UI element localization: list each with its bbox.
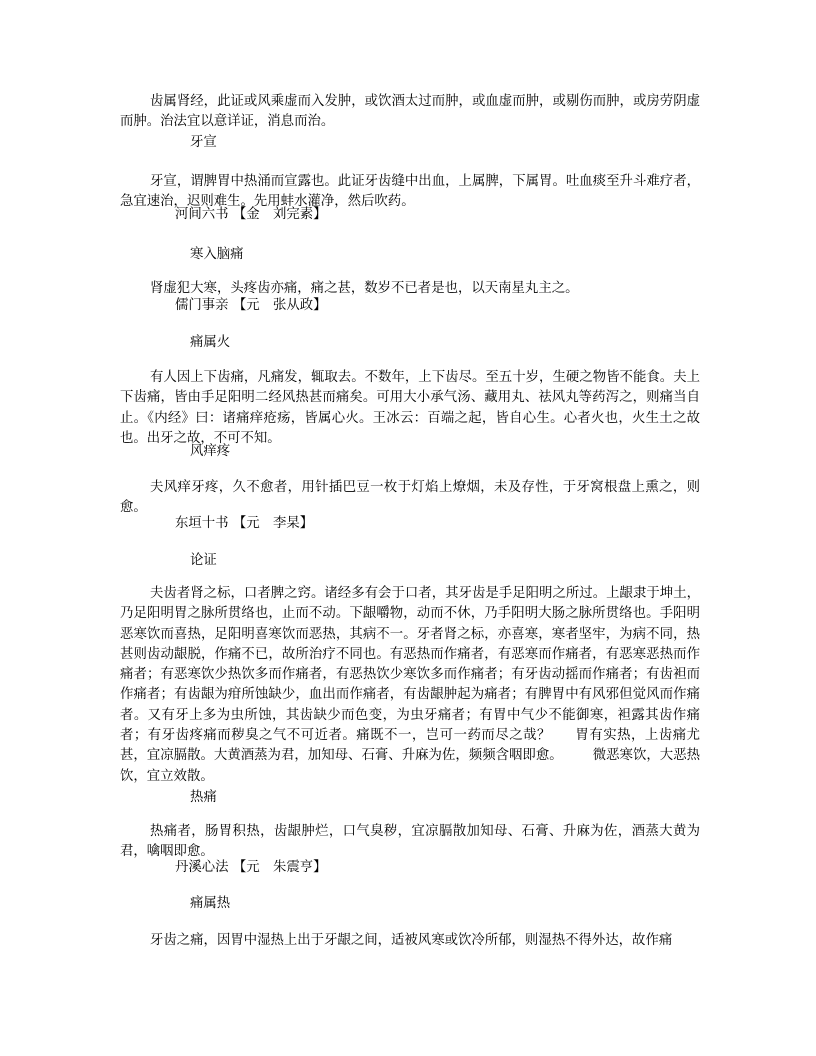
paragraph-wind-itch: 夫风痒牙疼，久不愈者，用针插巴豆一枚于灯焰上燎烟，未及存性，于牙窝根盘上熏之，则愈。: [120, 480, 700, 516]
book-title-hejian: 河间六书 【金 刘完素】: [175, 207, 327, 222]
paragraph-pain-fire: 有人因上下齿痛，凡痛发，辄取去。不数年，上下齿尽。至五十岁，生硬之物皆不能食。夫上下齿痛，皆由手足阳明二经风热甚而痛矣。可用大小承气汤、藏用丸、祛风丸等药泻之，则痛当自止。《内经》曰：诸痛痒疮疡，皆属心火。王冰云：百端之起，皆自心生。心者火也，火生土之故也。出牙之故，不可不知。: [120, 370, 700, 446]
paragraph-yaxuan: 牙宣，谓脾胃中热涌而宣露也。此证牙齿缝中出血，上属脾，下属胃。吐血痰至升斗难疗者，急宜速治，迟则难生。先用蚌水灌净，然后吹药。: [120, 174, 700, 210]
heading-pain-heat: 痛属热: [190, 896, 231, 911]
paragraph-discussion: [120, 584, 700, 787]
discussion-main-text: 夫齿者肾之标，口者脾之窍。诸经多有会于口者，其牙齿是手足阳明之所过。上龈隶于坤土，乃足阳明胃之脉所贯络也，止而不动。下龈嚼物，动而不休，乃手阳明大肠之脉所贯络也。手阳明恶寒饮而喜热，足阳明喜寒饮而恶热，其病不一。牙者肾之标，亦喜寒，寒者坚牢，为病不同，热甚则齿动龈脱，作痛不已，故所治疗不同也。有恶热而作痛者，有恶寒而作痛者，有恶寒恶热而作痛者；有恶寒饮少热饮多而作痛者，有恶热饮少寒饮多而作痛者；有牙齿动摇而作痛者；有齿袒而作痛者；有齿龈为疳所蚀缺少，血出而作痛者，有齿龈肿起为痛者；有脾胃中有风邪但觉风而作痛者。又有牙上多为虫所蚀，其齿缺少而色变，为虫牙痛者；有胃中气少不能御寒，袒露其齿作痛者；有牙齿疼痛而秽臭之气不可近者。痛既不一，岂可一药而尽之哉？: [120, 586, 700, 744]
heading-wind-itch: 风痒疼: [190, 444, 231, 459]
heading-discussion: 论证: [190, 553, 217, 568]
paragraph-teeth-kidney: 齿属肾经，此证或风乘虚而入发肿，或饮酒太过而肿，或血虚而肿，或剔伤而肿，或房劳阴虚而肿。治法宜以意详证，消息而治。: [120, 94, 700, 130]
discussion-cold-drink: 微恶寒饮，大恶热饮，宜立效散。: [120, 748, 701, 784]
heading-cold-brain-pain: 寒入脑痛: [190, 247, 244, 262]
paragraph-cold-brain-pain: 肾虚犯大寒，头疼齿亦痛，痛之甚，数岁不已者是也，以天南星丸主之。: [150, 281, 579, 296]
discussion-stomach-heat: 胃有实热，上齿痛尤甚，宜凉膈散。大黄酒蒸为君，加知母、石膏、升麻为佐，频频含咽即愈。: [120, 728, 701, 764]
book-title-rumen: 儒门事亲 【元 张从政】: [175, 298, 327, 313]
paragraph-heat-pain: 热痛者，肠胃积热，齿龈肿烂，口气臭秽，宜凉膈散加知母、石膏、升麻为佐，酒蒸大黄为君，噙咽即愈。: [120, 824, 700, 860]
book-title-danxi: 丹溪心法 【元 朱震亨】: [175, 860, 327, 875]
heading-pain-fire: 痛属火: [190, 335, 231, 350]
heading-yaxuan: 牙宣: [190, 135, 217, 150]
heading-heat-pain: 热痛: [190, 790, 217, 805]
book-title-dongyuan: 东垣十书 【元 李杲】: [175, 516, 314, 531]
paragraph-pain-heat: 牙齿之痛，因胃中湿热上出于牙龈之间，适被风寒或饮冷所郁，则湿热不得外达，故作痛: [150, 933, 673, 948]
